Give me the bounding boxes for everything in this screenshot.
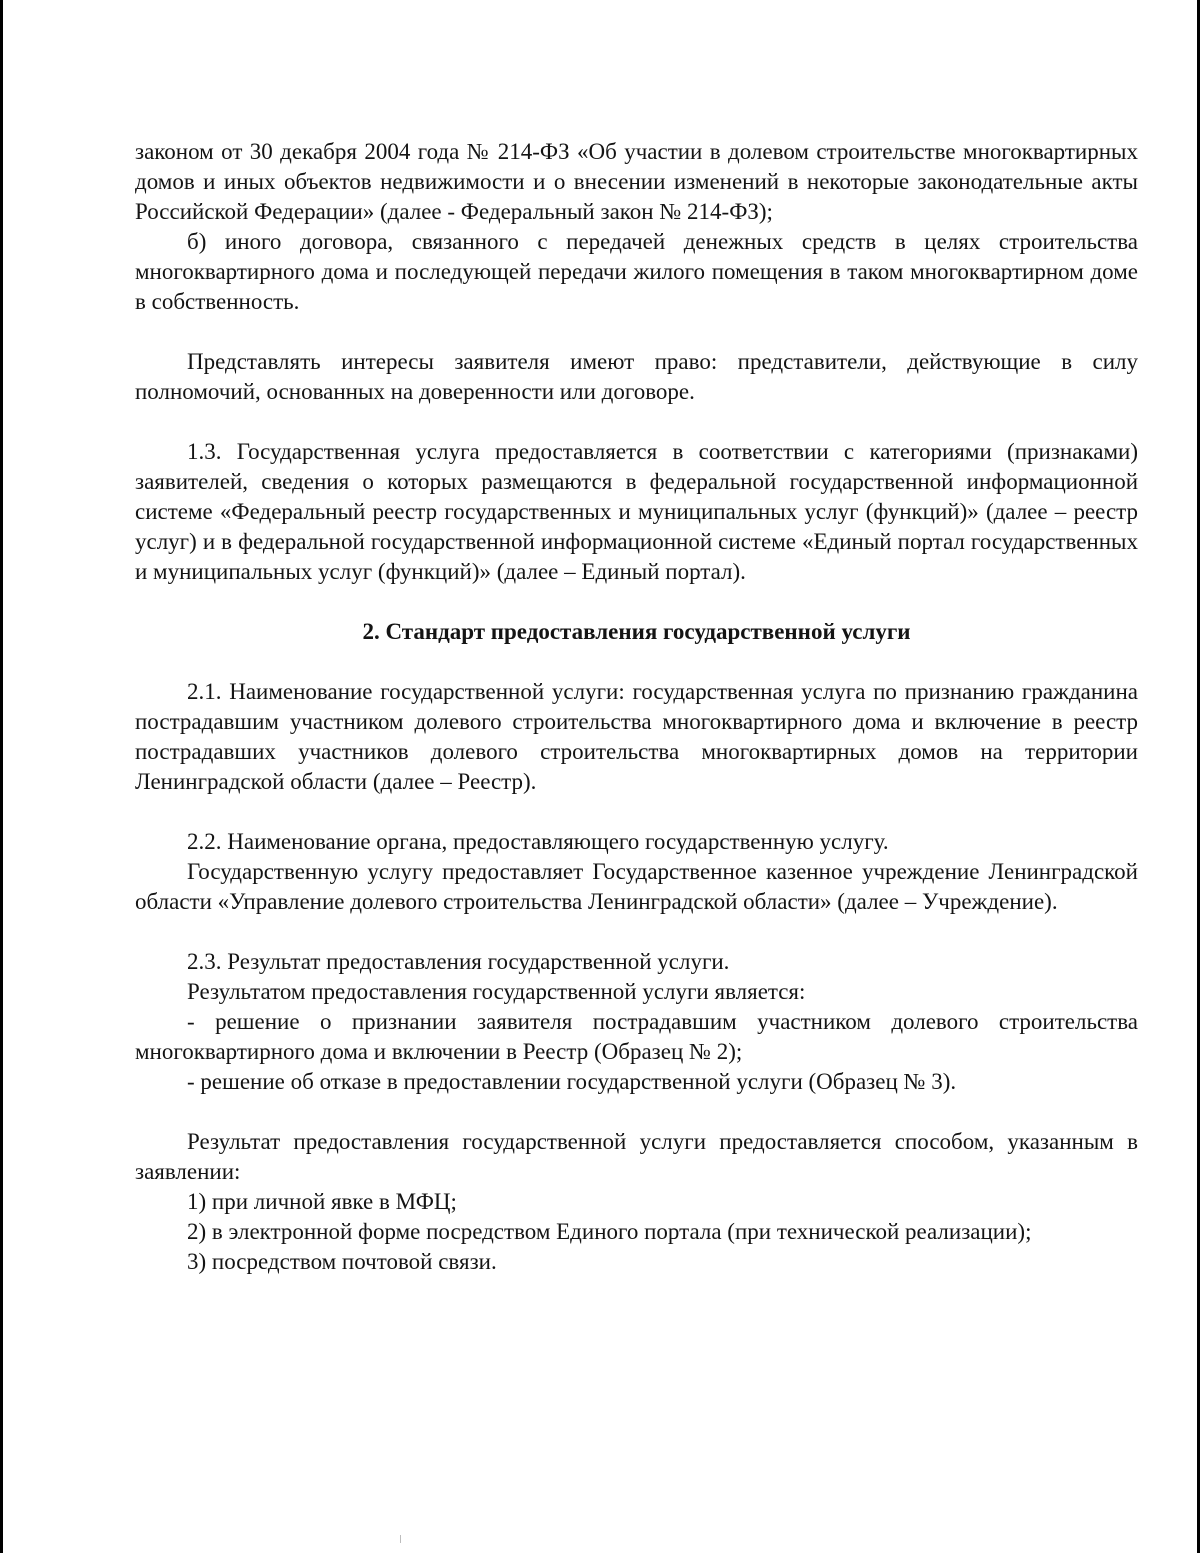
list-item-decision-refusal: - решение об отказе в предоставлении государственной услуги (Образец № 3). — [187, 1069, 957, 1094]
paragraph-institution: Государственную услугу предоставляет Государственное казенное учреждение Ленинградской области «Управление долевого строительства Ленинградской области» (далее – Учреждение). — [135, 859, 1138, 914]
paragraph-other-contract: б) иного договора, связанного с передачей денежных средств в целях строительства многоквартирного дома и последующей передачи жилого помещения в таком многоквартирном доме в собственность. — [135, 229, 1138, 314]
paragraph-2-3: 2.3. Результат предоставления государственной услуги. — [187, 949, 730, 974]
document-body — [135, 137, 1138, 1277]
list-item-method-mfc: 1) при личной явке в МФЦ; — [187, 1189, 457, 1214]
paragraph-law-reference: законом от 30 декабря 2004 года № 214-ФЗ «Об участии в долевом строительстве многоквартирных домов и иных объектов недвижимости и о внесении изменений в некоторые законодательные акты Российской Федерации» (далее - Федеральный закон № 214-ФЗ); — [135, 139, 1138, 224]
scan-border-left — [0, 0, 3, 1553]
section-heading: 2. Стандарт предоставления государственной услуги — [362, 619, 911, 644]
paragraph-2-1: 2.1. Наименование государственной услуги: государственная услуга по признанию гражданина пострадавшим участником долевого строительства многоквартирного дома и включение в реестр пострадавших участников долевого строительства многоквартирных домов на территории Ленинградской области (далее – Реестр). — [135, 679, 1138, 794]
spacer — [135, 1097, 1138, 1127]
paragraph-result-method: Результат предоставления государственной услуги предоставляется способом, указанным в заявлении: — [135, 1129, 1138, 1184]
list-item-method-portal: 2) в электронной форме посредством Единого портала (при технической реализации); — [187, 1219, 1032, 1244]
paragraph-result-intro: Результатом предоставления государственной услуги является: — [187, 979, 806, 1004]
spacer — [135, 917, 1138, 947]
scan-artifact — [400, 1535, 401, 1543]
paragraph-2-2: 2.2. Наименование органа, предоставляющего государственную услугу. — [187, 829, 889, 854]
list-item-decision-recognition: - решение о признании заявителя пострадавшим участником долевого строительства многоквартирного дома и включении в Реестр (Образец № 2); — [135, 1009, 1138, 1064]
paragraph-1-3: 1.3. Государственная услуга предоставляется в соответствии с категориями (признаками) заявителей, сведения о которых размещаются в федеральной государственной информационной системе «Федеральный реестр государственных и муниципальных услуг (функций)» (далее – реестр услуг) и в федеральной государственной информационной системе «Единый портал государственных и муниципальных услуг (функций)» (далее – Единый портал). — [135, 439, 1138, 584]
spacer — [135, 647, 1138, 677]
spacer — [135, 797, 1138, 827]
spacer — [135, 317, 1138, 347]
paragraph-representatives: Представлять интересы заявителя имеют право: представители, действующие в силу полномочий, основанных на доверенности или договоре. — [135, 349, 1138, 404]
spacer — [135, 587, 1138, 617]
list-item-method-post: 3) посредством почтовой связи. — [187, 1249, 497, 1274]
spacer — [135, 407, 1138, 437]
